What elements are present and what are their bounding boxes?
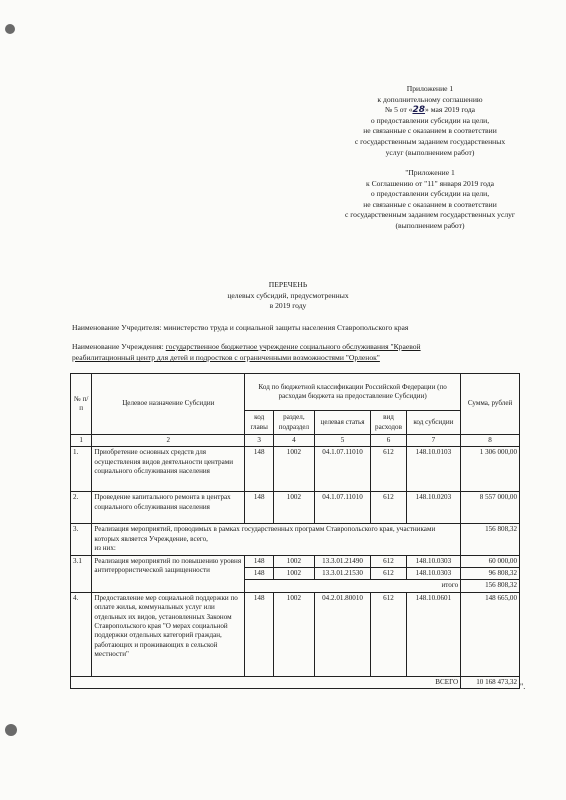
header-num: № п/п bbox=[71, 374, 92, 435]
header-sum: Сумма, рублей bbox=[461, 374, 520, 435]
grand-total-label: ВСЕГО bbox=[71, 676, 461, 688]
appendix-subtitle: к дополнительному соглашению bbox=[377, 94, 483, 104]
original-appendix-header: "Приложение 1 к Соглашению от "11" января 2019 года о предоставлении субсидии на цели, не связанные с оказанием в соответствии с государственным заданием государственных услуг (выполнением работ) bbox=[344, 168, 516, 230]
header-article: целевая статья bbox=[314, 411, 371, 435]
appendix-header: Приложение 1 к дополнительному соглашению № 5 от «28» мая 2019 года о предоставлении субсидии на цели, не связанные с оказанием в соответствии с государственным заданием государственных услуг (выполнением работ) bbox=[300, 84, 560, 158]
subsidy-table bbox=[70, 373, 520, 689]
table-row: 3. Реализация мероприятий, проводимых в рамках государственных программ Ставропольского края, участниками которых является Учреждение, всего, из них: 156 808,32 bbox=[71, 524, 520, 555]
table-header-row bbox=[71, 374, 520, 411]
header-purpose: Целевое назначение Субсидии bbox=[92, 374, 245, 435]
subtotal-label: итого bbox=[245, 580, 461, 592]
grand-total-value: 10 168 473,32 bbox=[461, 676, 520, 688]
header-section: раздел, подраздел bbox=[274, 411, 315, 435]
agreement-number-line: № 5 от «28» мая 2019 года bbox=[384, 105, 476, 116]
punch-hole-bottom bbox=[5, 724, 17, 736]
subtotal-value: 156 808,32 bbox=[461, 580, 520, 592]
punch-hole-top bbox=[5, 24, 15, 34]
institution-line: Наименование Учреждения: государственное бюджетное учреждение социального обслуживания "Краевой bbox=[72, 342, 421, 351]
header-code-group: Код по бюджетной классификации Российской Федерации (по расходам бюджета на предоставление Субсидии) bbox=[245, 374, 461, 411]
table-row: 4. Предоставление мер социальной поддержки по оплате жилья, коммунальных услуг или отдельных их видов, установленных Законом Ставропольского края "О мерах социальной поддержки отдельных категорий граждан, работающих и проживающих в сельской местности" 148 1002 04.2.01.80010 612 148.10.0601 148 665,00 bbox=[71, 592, 520, 676]
table-row: 3.1 Реализация мероприятий по повышению уровня антитеррористической защищенности 148 1002 13.3.01.21490 612 148.10.0303 60 000,00 bbox=[71, 555, 520, 567]
grand-total-row bbox=[71, 676, 520, 688]
header-chapter: код главы bbox=[245, 411, 274, 435]
founder-line: Наименование Учредителя: министерство труда и социальной защиты населения Ставропольского края bbox=[72, 323, 409, 332]
table-row: 148 1002 13.3.01.21530 612 148.10.0303 96 808,32 bbox=[71, 568, 520, 580]
header-code: код субсидии bbox=[406, 411, 461, 435]
document-title: ПЕРЕЧЕНЬ целевых субсидий, предусмотренных в 2019 году bbox=[227, 280, 349, 311]
table-row: 2. Проведение капитального ремонта в центрах социального обслуживания населения 148 1002 04.1.07.11010 612 148.10.0203 8 557 000,00 bbox=[71, 492, 520, 524]
appendix-title: Приложение 1 bbox=[406, 84, 454, 93]
table-row: 1. Приобретение основных средств для осуществления видов деятельности центрами социального обслуживания населения 148 1002 04.1.07.11010 612 148.10.0103 1 306 000,00 bbox=[71, 447, 520, 492]
institution-line-2: реабилитационный центр для детей и подростков с ограниченными возможностями "Орленок" bbox=[72, 353, 380, 362]
column-numbers-row: 1 2 3 4 5 6 7 8 bbox=[71, 435, 520, 447]
header-type: вид расходов bbox=[371, 411, 406, 435]
handwritten-day: 28 bbox=[412, 105, 426, 116]
closing-quote: ". bbox=[520, 682, 526, 691]
